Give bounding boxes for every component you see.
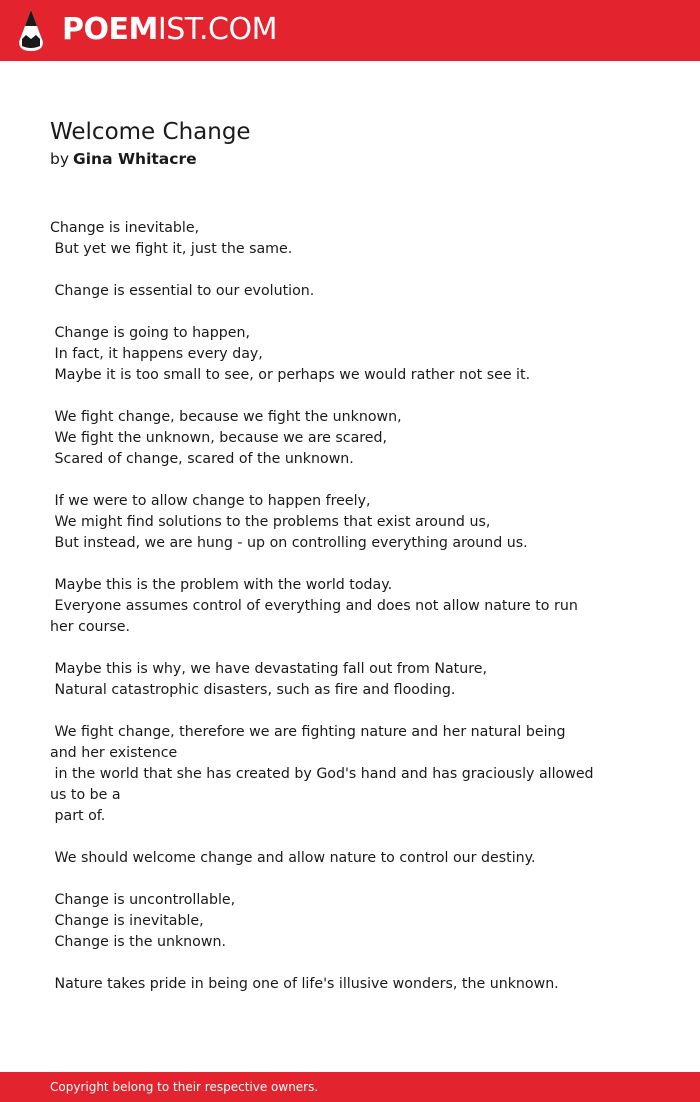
poem-line: Change is essential to our evolution. bbox=[50, 283, 315, 299]
poem-line bbox=[50, 302, 590, 323]
site-footer bbox=[0, 1072, 700, 1102]
site-logo[interactable] bbox=[62, 11, 277, 49]
poem-author: Gina Whitacre bbox=[73, 150, 197, 168]
poem-line: But instead, we are hung - up on controlling everything around us. bbox=[50, 535, 528, 551]
poem-line bbox=[50, 869, 590, 890]
poem-line: Maybe this is the problem with the world today. bbox=[50, 577, 393, 593]
poem-line: In fact, it happens every day, bbox=[50, 346, 263, 362]
poem-line: Scared of change, scared of the unknown. bbox=[50, 451, 354, 467]
poem-line bbox=[50, 953, 590, 974]
poem-line bbox=[50, 638, 590, 659]
poem-line: Change is going to happen, bbox=[50, 325, 250, 341]
poem-line: Everyone assumes control of everything and does not allow nature to run bbox=[50, 598, 578, 614]
poem-line bbox=[50, 701, 590, 722]
poem-line: us to be a bbox=[50, 787, 121, 803]
logo-rest-text: IST.COM bbox=[157, 12, 277, 47]
poem-line: We should welcome change and allow nature to control our destiny. bbox=[50, 850, 536, 866]
poem-line: We fight change, therefore we are fighting nature and her natural being bbox=[50, 724, 566, 740]
poem-line bbox=[50, 470, 590, 491]
poem-line: Natural catastrophic disasters, such as fire and flooding. bbox=[50, 682, 456, 698]
copyright-text: Copyright belong to their respective owners. bbox=[50, 1080, 319, 1094]
by-label: by bbox=[50, 150, 70, 168]
poem-line: her course. bbox=[50, 619, 130, 635]
poem-byline bbox=[50, 148, 197, 170]
poem-line bbox=[50, 554, 590, 575]
poem-line: We fight change, because we fight the unknown, bbox=[50, 409, 402, 425]
poem-line: If we were to allow change to happen freely, bbox=[50, 493, 371, 509]
poem-line: part of. bbox=[50, 808, 106, 824]
poem-line bbox=[50, 260, 590, 281]
poem-line: Nature takes pride in being one of life's illusive wonders, the unknown. bbox=[50, 976, 559, 992]
logo-bold-text: POEM bbox=[62, 12, 158, 47]
pencil-tip-icon[interactable] bbox=[17, 9, 45, 52]
poem-line: Change is uncontrollable, bbox=[50, 892, 236, 908]
poem-line: Maybe this is why, we have devastating fall out from Nature, bbox=[50, 661, 487, 677]
poem-line: Maybe it is too small to see, or perhaps we would rather not see it. bbox=[50, 367, 531, 383]
poem-line: Change is the unknown. bbox=[50, 934, 226, 950]
site-header bbox=[0, 0, 700, 61]
poem-line: Change is inevitable, bbox=[50, 913, 204, 929]
poem-title: Welcome Change bbox=[50, 119, 251, 145]
poem-line: and her existence bbox=[50, 745, 178, 761]
poem-line bbox=[50, 827, 590, 848]
poem-body bbox=[50, 218, 594, 995]
poem-line: We fight the unknown, because we are scared, bbox=[50, 430, 388, 446]
poem-line: in the world that she has created by God's hand and has graciously allowed bbox=[50, 766, 594, 782]
poem-line: We might find solutions to the problems that exist around us, bbox=[50, 514, 491, 530]
poem-line: Change is inevitable, bbox=[50, 220, 200, 236]
poem-line: But yet we fight it, just the same. bbox=[50, 241, 293, 257]
poem-line bbox=[50, 386, 590, 407]
